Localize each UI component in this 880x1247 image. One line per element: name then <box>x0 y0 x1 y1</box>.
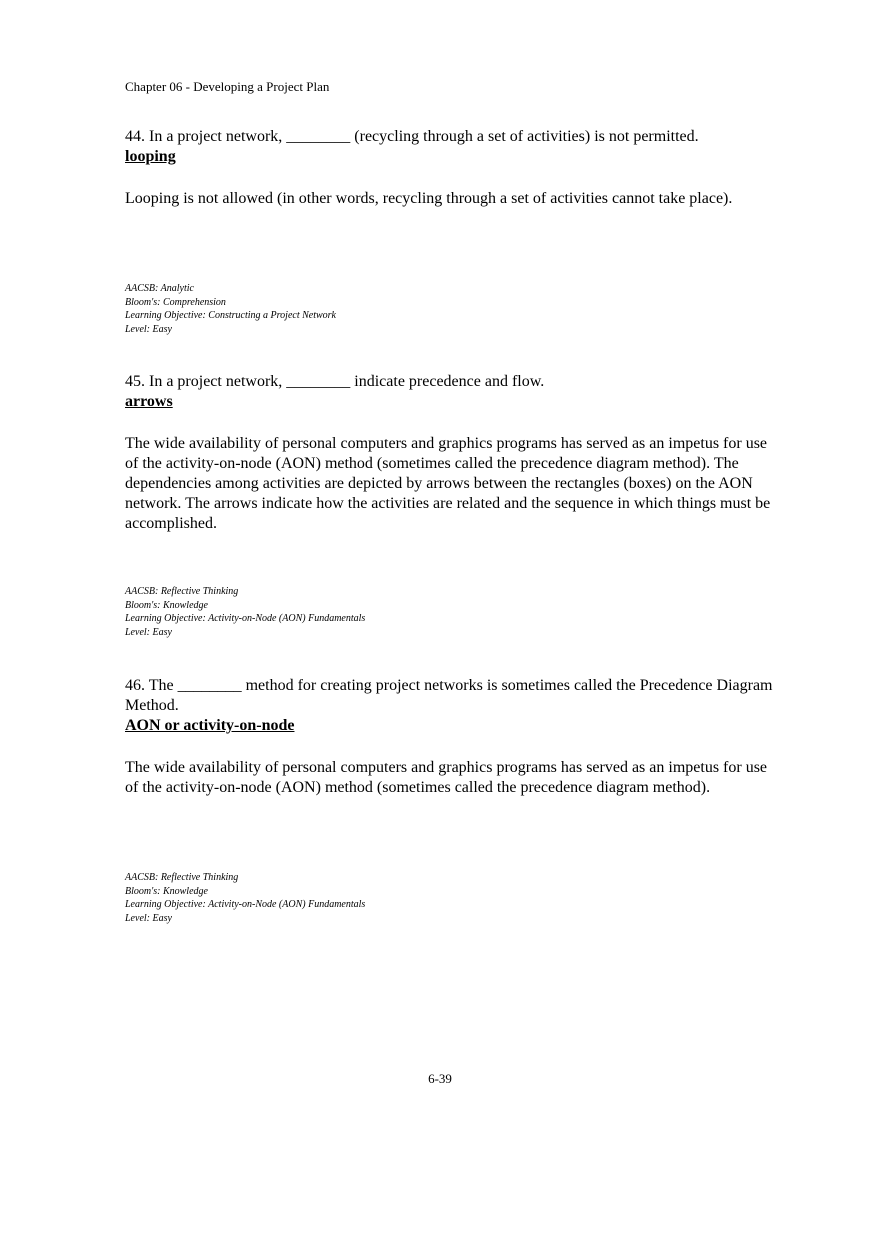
question-text: 45. In a project network, ________ indicate precedence and flow. <box>125 373 545 390</box>
aacsb-tag: AACSB: Reflective Thinking <box>125 586 239 597</box>
question-block-46 <box>125 676 775 924</box>
learning-objective-tag: Learning Objective: Activity-on-Node (AON) Fundamentals <box>125 613 366 624</box>
explanation-text: Looping is not allowed (in other words, recycling through a set of activities cannot take place). <box>125 190 733 207</box>
answer-text: arrows <box>125 393 173 410</box>
aacsb-tag: AACSB: Analytic <box>125 283 194 294</box>
explanation-text: The wide availability of personal computers and graphics programs has served as an impetus for use of the activity-on-node (AON) method (sometimes called the precedence diagram method). <box>125 759 768 796</box>
page-number: 6-39 <box>428 1071 452 1086</box>
chapter-header: Chapter 06 - Developing a Project Plan <box>125 79 330 94</box>
question-metadata <box>125 585 365 639</box>
explanation-text: The wide availability of personal computers and graphics programs has served as an impetus for use of the activity-on-node (AON) method (sometimes called the precedence diagram method). The dependencies among activities are depicted by arrows between the rectangles (boxes) on the AON network. The arrows indicate how the activities are related and the sequence in which things must be accomplished. <box>125 435 771 532</box>
blooms-tag: Bloom's: Knowledge <box>125 885 208 897</box>
question-text: 46. The ________ method for creating project networks is sometimes called the Precedence Diagram Method. <box>125 677 773 714</box>
learning-objective-tag: Learning Objective: Activity-on-Node (AON) Fundamentals <box>125 899 366 910</box>
answer-text: looping <box>125 148 176 165</box>
question-block-45 <box>125 372 775 638</box>
learning-objective-tag: Learning Objective: Constructing a Project Network <box>125 310 336 321</box>
question-metadata <box>125 871 365 925</box>
blooms-tag: Bloom's: Knowledge <box>125 599 208 611</box>
level-tag: Level: Easy <box>125 323 172 335</box>
question-metadata <box>125 282 336 336</box>
question-block-44 <box>125 127 775 335</box>
level-tag: Level: Easy <box>125 626 172 638</box>
answer-text: AON or activity-on-node <box>125 717 295 734</box>
question-text: 44. In a project network, ________ (recycling through a set of activities) is not permitted. <box>125 128 699 145</box>
aacsb-tag: AACSB: Reflective Thinking <box>125 872 239 883</box>
blooms-tag: Bloom's: Comprehension <box>125 296 226 308</box>
level-tag: Level: Easy <box>125 912 172 924</box>
